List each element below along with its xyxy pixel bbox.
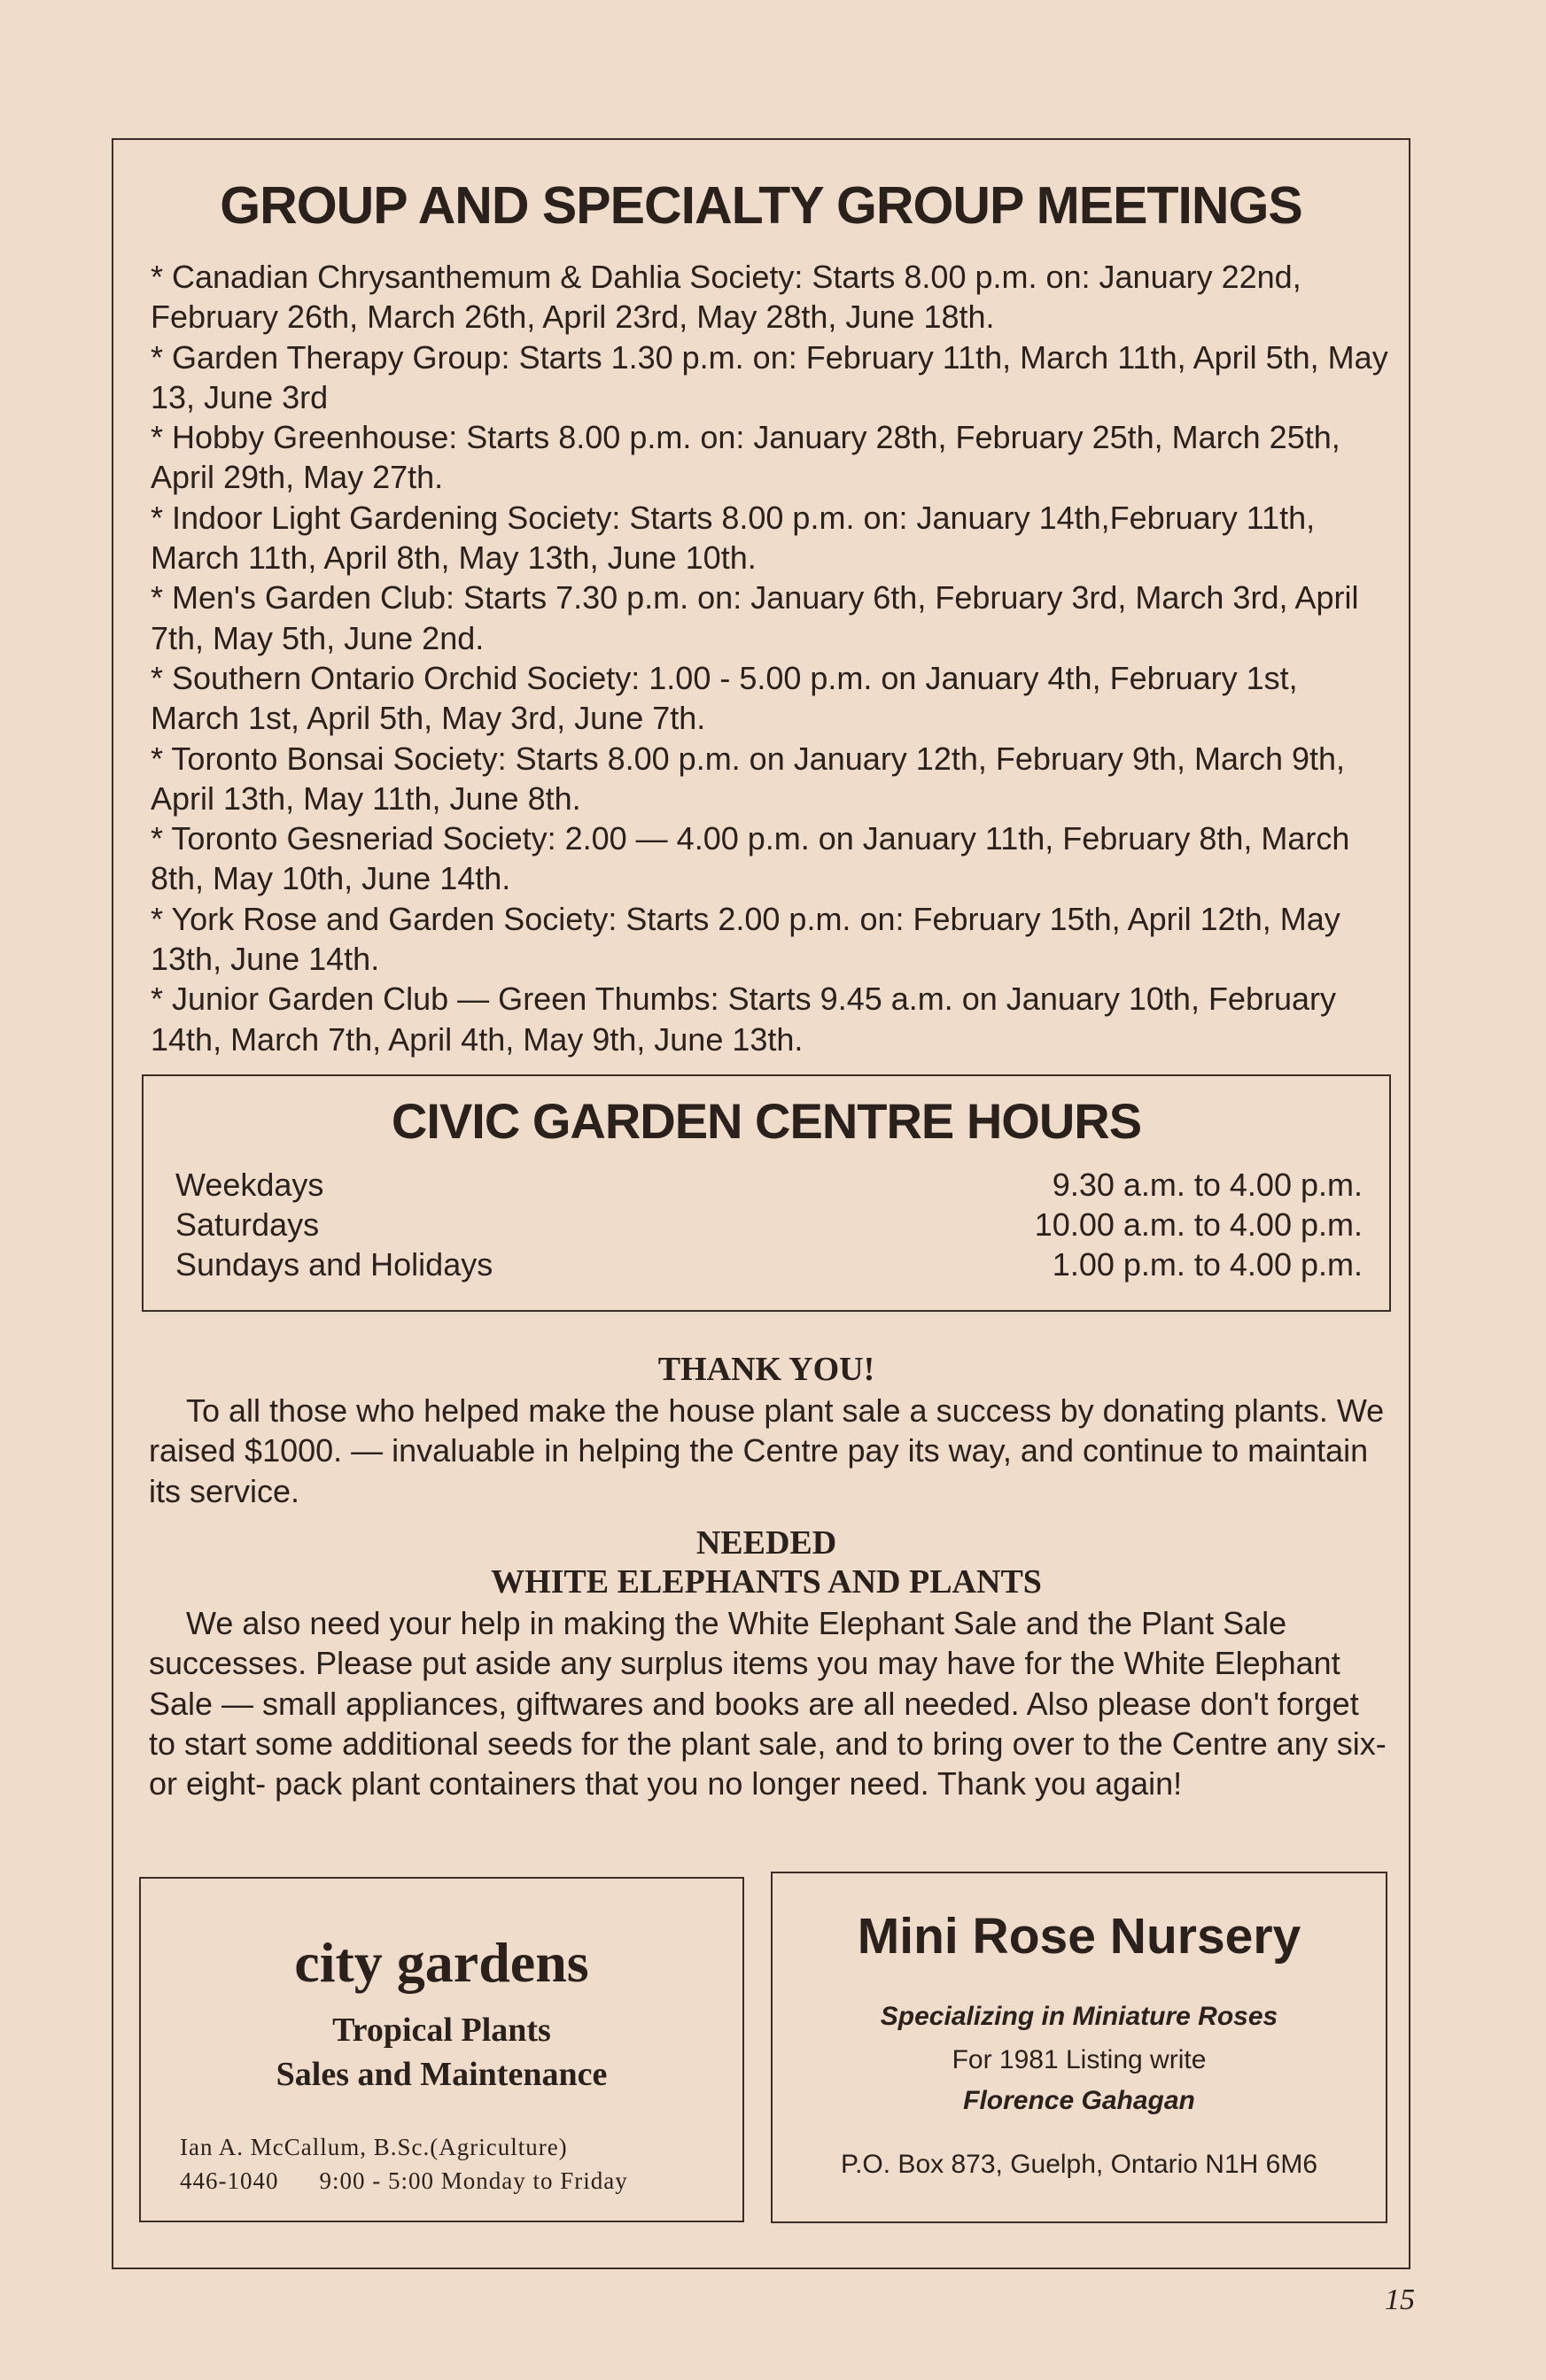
hours-table bbox=[175, 1165, 1363, 1284]
ad-city-gardens bbox=[139, 1877, 744, 2222]
meeting-item: * Indoor Light Gardening Society: Starts 8.00 p.m. on: January 14th,February 11th, March 11th, April 8th, May 13th, June 10th. bbox=[151, 499, 1316, 577]
ad-listing: For 1981 Listing write bbox=[952, 2045, 1207, 2074]
meeting-item: * Garden Therapy Group: Starts 1.30 p.m. on: February 11th, March 11th, April 5th, May 13, June 3rd bbox=[151, 338, 1388, 415]
ad-person: Florence Gahagan bbox=[963, 2086, 1195, 2115]
meeting-item: * Junior Garden Club — Green Thumbs: Starts 9.45 a.m. on January 10th, February 14th, March 7th, April 4th, May 9th, June 13th. bbox=[151, 981, 1336, 1058]
hours-day: Sundays and Holidays bbox=[175, 1246, 493, 1283]
hours-row bbox=[175, 1165, 1363, 1205]
hours-time: 10.00 a.m. to 4.00 p.m. bbox=[1034, 1206, 1363, 1243]
meeting-item: * Toronto Gesneriad Society: 2.00 — 4.00 p.m. on January 11th, February 8th, March 8th, May 10th, June 14th. bbox=[151, 820, 1350, 897]
ad-tag: Specializing in Miniature Roses bbox=[880, 2002, 1278, 2031]
thanks-heading: THANK YOU! bbox=[657, 1351, 875, 1388]
hours-day: Saturdays bbox=[175, 1206, 320, 1243]
ad-address: P.O. Box 873, Guelph, Ontario N1H 6M6 bbox=[840, 2150, 1318, 2179]
needed-body: We also need your help in making the White Elephant Sale and the Plant Sale successes. Please put aside any surplus items you may have for the White Elephant Sale — small appliances, giftwares and books are all needed. Also please don't forget to start some additional seeds for the plant sale, and to bring over to the Centre any six- or eight- pack plant containers that you no longer need. Thank you again! bbox=[149, 1605, 1387, 1802]
meetings-title: GROUP AND SPECIALTY GROUP MEETINGS bbox=[220, 176, 1302, 235]
hours-time: 9.30 a.m. to 4.00 p.m. bbox=[1052, 1167, 1363, 1203]
ad-phone: 446-1040 bbox=[180, 2167, 279, 2194]
page-number: 15 bbox=[1385, 2283, 1415, 2316]
meeting-item: * Canadian Chrysanthemum & Dahlia Society: Starts 8.00 p.m. on: January 22nd, February 26th, March 26th, April 23rd, May 28th, June 18th. bbox=[151, 259, 1301, 336]
ad-contact-line bbox=[180, 2164, 628, 2198]
ad-brand: Mini Rose Nursery bbox=[857, 1908, 1301, 1965]
ad-mini-rose-nursery bbox=[771, 1872, 1387, 2223]
thanks-body: To all those who helped make the house plant sale a success by donating plants. We raised $1000. — invaluable in helping the Centre pay its way, and continue to maintain its service. bbox=[149, 1392, 1385, 1509]
ad-contact-name: Ian A. McCallum, B.Sc.(Agriculture) bbox=[180, 2134, 568, 2160]
meeting-item: * Toronto Bonsai Society: Starts 8.00 p.m. on January 12th, February 9th, March 9th, April 13th, May 11th, June 8th. bbox=[151, 740, 1346, 817]
ad-tagline bbox=[141, 2008, 742, 2097]
hours-box bbox=[142, 1074, 1391, 1312]
ad-brand: city gardens bbox=[294, 1931, 589, 1994]
meetings-list bbox=[151, 257, 1391, 1059]
hours-day: Weekdays bbox=[175, 1167, 324, 1203]
meeting-item: * York Rose and Garden Society: Starts 2.00 p.m. on: February 15th, April 12th, May 13th, June 14th. bbox=[151, 900, 1340, 978]
meeting-item: * Men's Garden Club: Starts 7.30 p.m. on: January 6th, February 3rd, March 3rd, April 7th, May 5th, June 2nd. bbox=[151, 579, 1359, 656]
ad-contact bbox=[180, 2130, 628, 2198]
meeting-item: * Hobby Greenhouse: Starts 8.00 p.m. on: January 28th, February 25th, March 25th, April 29th, May 27th. bbox=[151, 419, 1340, 496]
meeting-item: * Southern Ontario Orchid Society: 1.00 - 5.00 p.m. on January 4th, February 1st, March 1st, April 5th, May 3rd, June 7th. bbox=[151, 659, 1298, 737]
ad-hours: 9:00 - 5:00 Monday to Friday bbox=[319, 2167, 628, 2194]
hours-time: 1.00 p.m. to 4.00 p.m. bbox=[1052, 1246, 1363, 1283]
hours-row bbox=[175, 1244, 1363, 1284]
needed-subheading: WHITE ELEPHANTS AND PLANTS bbox=[491, 1563, 1042, 1601]
ad-tagline-line: Tropical Plants bbox=[332, 2012, 551, 2049]
needed-heading: NEEDED bbox=[695, 1524, 837, 1562]
ad-tagline-line: Sales and Maintenance bbox=[276, 2056, 608, 2093]
hours-row bbox=[175, 1205, 1363, 1244]
hours-title: CIVIC GARDEN CENTRE HOURS bbox=[391, 1093, 1142, 1149]
